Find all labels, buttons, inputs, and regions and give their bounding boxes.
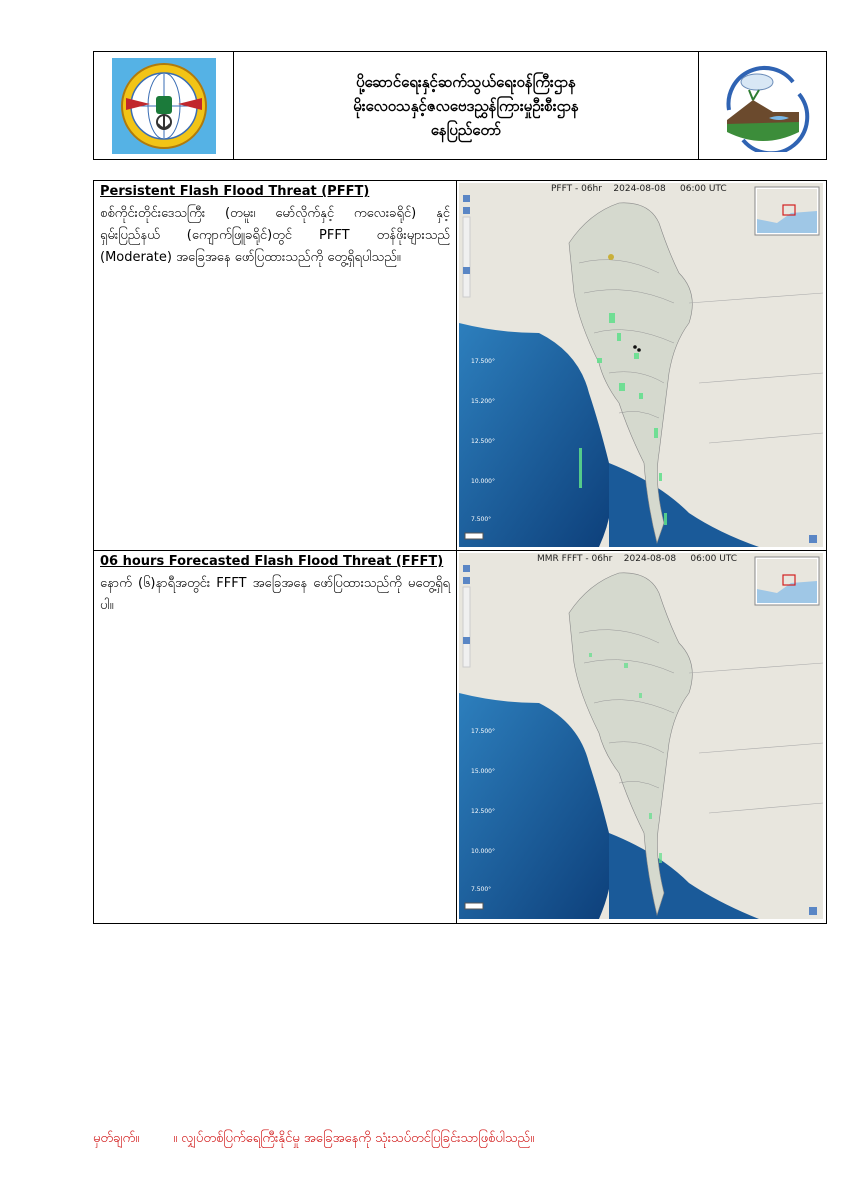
ffft-map-image — [459, 553, 823, 919]
ffft-map-header — [537, 554, 737, 564]
hydro-logo-cell — [698, 52, 826, 159]
pfft-map-cell — [457, 181, 826, 550]
ffft-title: 06 hours Forecasted Flash Flood Threat (FFFT) — [100, 554, 444, 569]
ffft-description: နောက် (၆)နာရီအတွင်း FFFT အခြေအနေ ဖော်ပြထားသည်ကို မတွေ့ရှိရပါ။ — [100, 576, 450, 613]
ffft-map-time: 06:00 UTC — [690, 554, 738, 564]
footer-text: ။ လျှပ်တစ်ပြက်ရေကြီးနိုင်မှု အခြေအနေကို သုံးသပ်တင်ပြခြင်းသာဖြစ်ပါသည်။ — [173, 1131, 535, 1146]
ffft-map-cell — [457, 551, 826, 923]
ministry-logo-cell — [94, 52, 234, 159]
pfft-text-cell — [94, 181, 457, 550]
ffft-map-date: 2024-08-08 — [623, 554, 677, 564]
lat-tick: 7.500° — [471, 886, 492, 893]
pfft-map-date: 2024-08-08 — [613, 184, 666, 194]
department-name: မိုးလေဝသနှင့်ဇလဗေဒညွှန်ကြားမှုဦးစီးဌာန — [353, 96, 579, 115]
ffft-map-product: MMR FFFT - 06hr — [537, 554, 613, 564]
footer-note — [93, 1130, 534, 1149]
ministry-name: ပို့ဆောင်ရေးနှင့်ဆက်သွယ်ရေးဝန်ကြီးဌာန — [356, 72, 576, 91]
lat-tick: 15.200° — [471, 398, 495, 405]
lat-tick: 17.500° — [471, 358, 495, 365]
lat-tick: 17.500° — [471, 728, 495, 735]
pfft-map-time: 06:00 UTC — [680, 184, 727, 194]
pfft-title: Persistent Flash Flood Threat (PFFT) — [100, 184, 370, 199]
header-title-block — [234, 52, 698, 159]
pfft-description: စစ်ကိုင်းတိုင်းဒေသကြီး (တမူး၊ မော်လိုက်နှင့် ကလေးခရိုင်) နှင့် ရှမ်းပြည်နယ် (ကျောက်ဖြူခရိုင်)တွင် PFFT တန်ဖိုးများသည် (Moderate) အခြေအနေ ဖော်ပြထားသည်ကို တွေ့ရှိရပါသည်။ — [100, 206, 450, 265]
pfft-map-header — [551, 184, 727, 194]
pfft-map-product: PFFT - 06hr — [551, 184, 602, 194]
ministry-logo-icon — [112, 58, 216, 154]
lat-tick: 15.000° — [471, 768, 495, 775]
pfft-row — [94, 181, 826, 551]
pfft-map-image — [459, 183, 823, 547]
lat-tick: 12.500° — [471, 438, 495, 445]
lat-tick: 10.000° — [471, 848, 495, 855]
header-table — [93, 51, 827, 160]
ffft-text-cell — [94, 551, 457, 923]
ffft-row — [94, 551, 826, 923]
lat-tick: 10.000° — [471, 478, 495, 485]
content-table — [93, 180, 827, 924]
pfft-map — [459, 183, 824, 548]
footer-label: မှတ်ချက်။ — [93, 1131, 140, 1146]
lat-tick: 7.500° — [471, 516, 492, 523]
location-name: နေပြည်တော် — [430, 120, 502, 139]
lat-tick: 12.500° — [471, 808, 495, 815]
ffft-map — [459, 553, 824, 921]
hydrology-cycle-logo-icon — [713, 60, 813, 152]
